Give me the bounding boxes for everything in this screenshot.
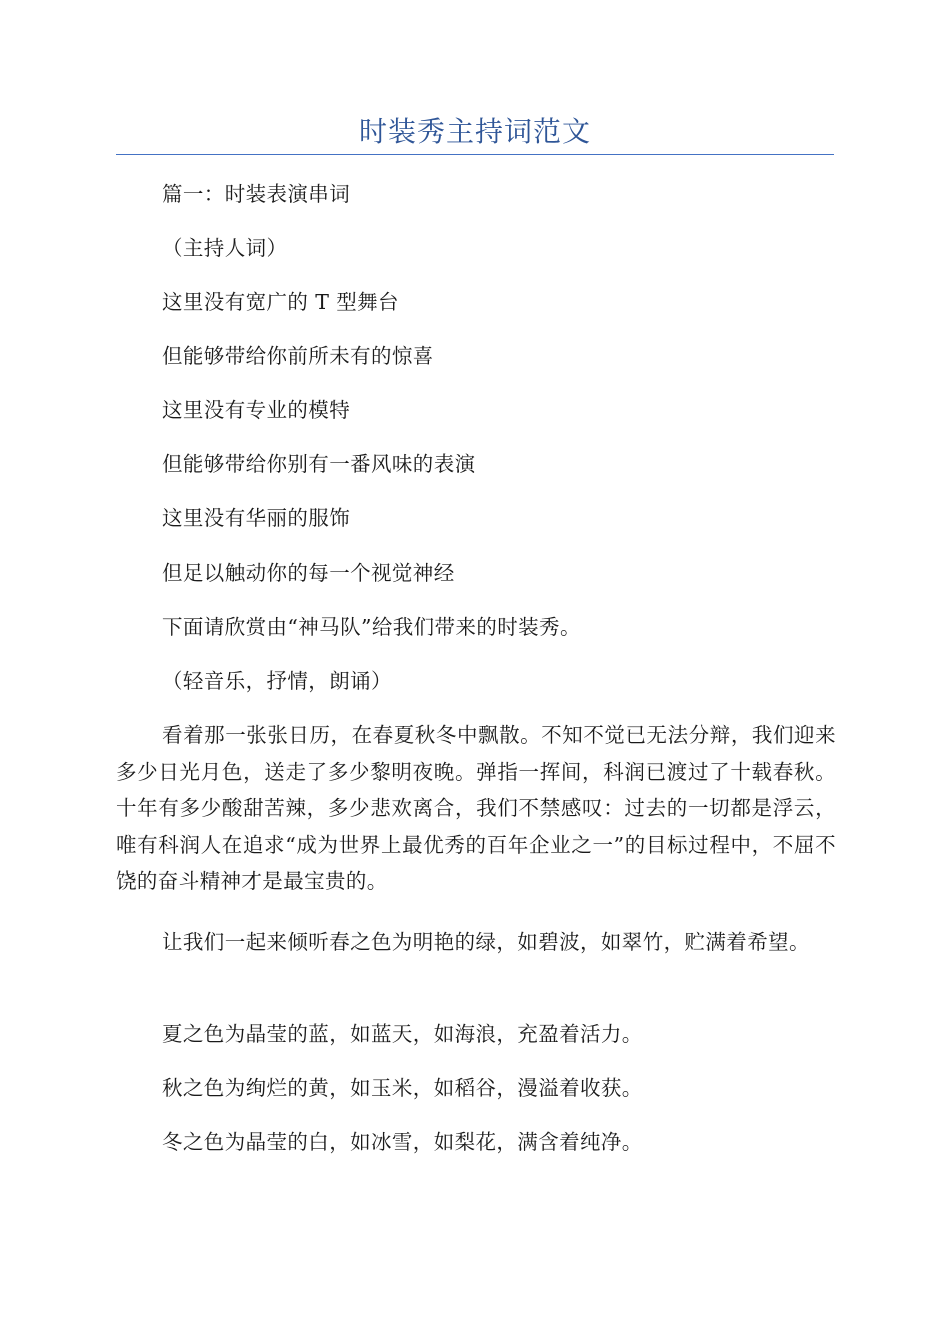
stage-direction: （轻音乐，抒情，朗诵） <box>162 669 392 693</box>
title-underline <box>116 154 834 155</box>
season-autumn: 秋之色为绚烂的黄，如玉米，如稻谷，漫溢着收获。 <box>162 1076 643 1100</box>
paragraph-calendar: 看着那一张张日历，在春夏秋冬中飘散。不知不觉已无法分辩，我们迎来多少日光月色，送走了多少黎明夜晚。弹指一挥间，科润已渡过了十载春秋。十年有多少酸甜苦辣，多少悲欢离合，我们不禁感叹：过去的一切都是浮云，唯有科润人在追求“成为世界上最优秀的百年企业之一”的目标过程中，不屈不饶的奋斗精神才是最宝贵的。 <box>116 723 836 893</box>
verse-line-5: 这里没有华丽的服饰 <box>162 506 351 530</box>
show-introduction: 下面请欣赏由“神马队”给我们带来的时装秀。 <box>162 615 581 639</box>
season-summer: 夏之色为晶莹的蓝，如蓝天，如海浪，充盈着活力。 <box>162 1022 643 1046</box>
verse-line-2: 但能够带给你前所未有的惊喜 <box>162 344 434 368</box>
verse-line-1: 这里没有宽广的 T 型舞台 <box>162 290 399 314</box>
verse-line-4: 但能够带给你别有一番风味的表演 <box>162 452 476 476</box>
verse-line-6: 但足以触动你的每一个视觉神经 <box>162 561 455 585</box>
verse-line-3: 这里没有专业的模特 <box>162 398 351 422</box>
section-heading: 篇一：时装表演串词 <box>162 182 351 206</box>
document-title: 时装秀主持词范文 <box>358 115 591 148</box>
season-winter: 冬之色为晶莹的白，如冰雪，如梨花，满含着纯净。 <box>162 1130 643 1154</box>
paragraph-spring: 让我们一起来倾听春之色为明艳的绿，如碧波，如翠竹，贮满着希望。 <box>162 930 810 954</box>
host-label: （主持人词） <box>162 236 288 260</box>
